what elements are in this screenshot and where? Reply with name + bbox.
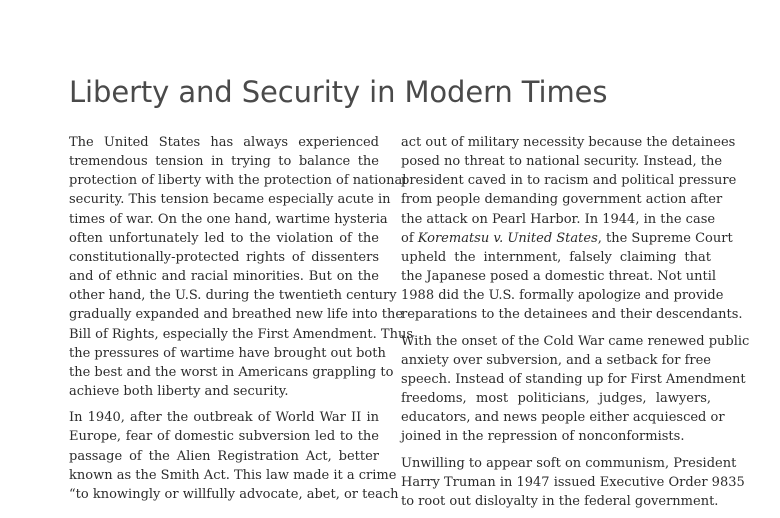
text-line: educators, and news people either acquiesced or bbox=[401, 410, 725, 426]
text-line: the best and the worst in Americans grappling to bbox=[69, 364, 394, 380]
text-line: anxiety over subversion, and a setback for free bbox=[401, 352, 711, 368]
paragraph-smith-act bbox=[69, 408, 399, 504]
text-line: posed no threat to national security. Instead, the bbox=[401, 154, 723, 170]
text-line: freedoms, most politicians, judges, lawyers, bbox=[401, 391, 711, 407]
text-line: times of war. On the one hand, wartime hysteria bbox=[69, 211, 388, 227]
text-line: speech. Instead of standing up for First Amendment bbox=[401, 371, 746, 387]
text-line: to root out disloyalty in the federal government. bbox=[401, 493, 719, 509]
left-column bbox=[69, 133, 414, 511]
text-line: and of ethnic and racial minorities. But on the bbox=[69, 269, 379, 285]
text-line: the attack on Pearl Harbor. In 1944, in the case bbox=[401, 211, 716, 227]
text-line: act out of military necessity because the detainees bbox=[401, 135, 736, 150]
text-line: from people demanding government action after bbox=[401, 192, 723, 208]
right-column bbox=[401, 133, 750, 518]
text-line: often unfortunately led to the violation of the bbox=[69, 230, 379, 246]
text-line: security. This tension became especially acute in bbox=[69, 192, 391, 208]
text-line: constitutionally-protected rights of dissenters bbox=[69, 249, 379, 265]
text-line: achieve both liberty and security. bbox=[69, 384, 289, 400]
text-line: Unwilling to appear soft on communism, President bbox=[401, 455, 737, 471]
text-run: of bbox=[401, 230, 418, 246]
text-line: passage of the Alien Registration Act, better bbox=[69, 448, 379, 464]
case-name: Korematsu v. United States bbox=[417, 230, 598, 246]
paragraph-truman bbox=[401, 454, 745, 511]
text-line bbox=[401, 229, 733, 248]
text-line: protection of liberty with the protection of national bbox=[69, 173, 407, 189]
text-line: With the onset of the Cold War came renewed public bbox=[401, 333, 750, 349]
text-line: reparations to the detainees and their descendants. bbox=[401, 307, 743, 323]
text-line: known as the Smith Act. This law made it a crime bbox=[69, 467, 397, 483]
text-line: In 1940, after the outbreak of World War II in bbox=[69, 410, 379, 426]
text-line: 1988 did the U.S. formally apologize and provide bbox=[401, 288, 724, 304]
text-line: upheld the internment, falsely claiming that bbox=[401, 249, 711, 265]
text-line: other hand, the U.S. during the twentieth century bbox=[69, 288, 397, 304]
text-line: “to knowingly or willfully advocate, abet, or teach bbox=[69, 486, 399, 502]
text-line: The United States has always experienced bbox=[69, 135, 379, 150]
paragraph-cold-war bbox=[401, 332, 750, 447]
text-line: the pressures of wartime have brought out both bbox=[69, 345, 386, 361]
text-line: joined in the repression of nonconformists. bbox=[401, 429, 685, 445]
text-run: , the Supreme Court bbox=[597, 230, 733, 246]
text-line: Europe, fear of domestic subversion led to the bbox=[69, 429, 379, 445]
text-line: gradually expanded and breathed new life into the bbox=[69, 307, 404, 323]
text-line: tremendous tension in trying to balance the bbox=[69, 154, 379, 170]
text-line: president caved in to racism and political pressure bbox=[401, 173, 737, 189]
page-title: Liberty and Security in Modern Times bbox=[69, 75, 608, 109]
paragraph-internment bbox=[401, 133, 743, 325]
text-line: Bill of Rights, especially the First Amendment. Thus bbox=[69, 326, 414, 342]
text-line: Harry Truman in 1947 issued Executive Order 9835 bbox=[401, 474, 745, 490]
text-line: the Japanese posed a domestic threat. Not until bbox=[401, 269, 717, 285]
paragraph-intro bbox=[69, 133, 414, 401]
